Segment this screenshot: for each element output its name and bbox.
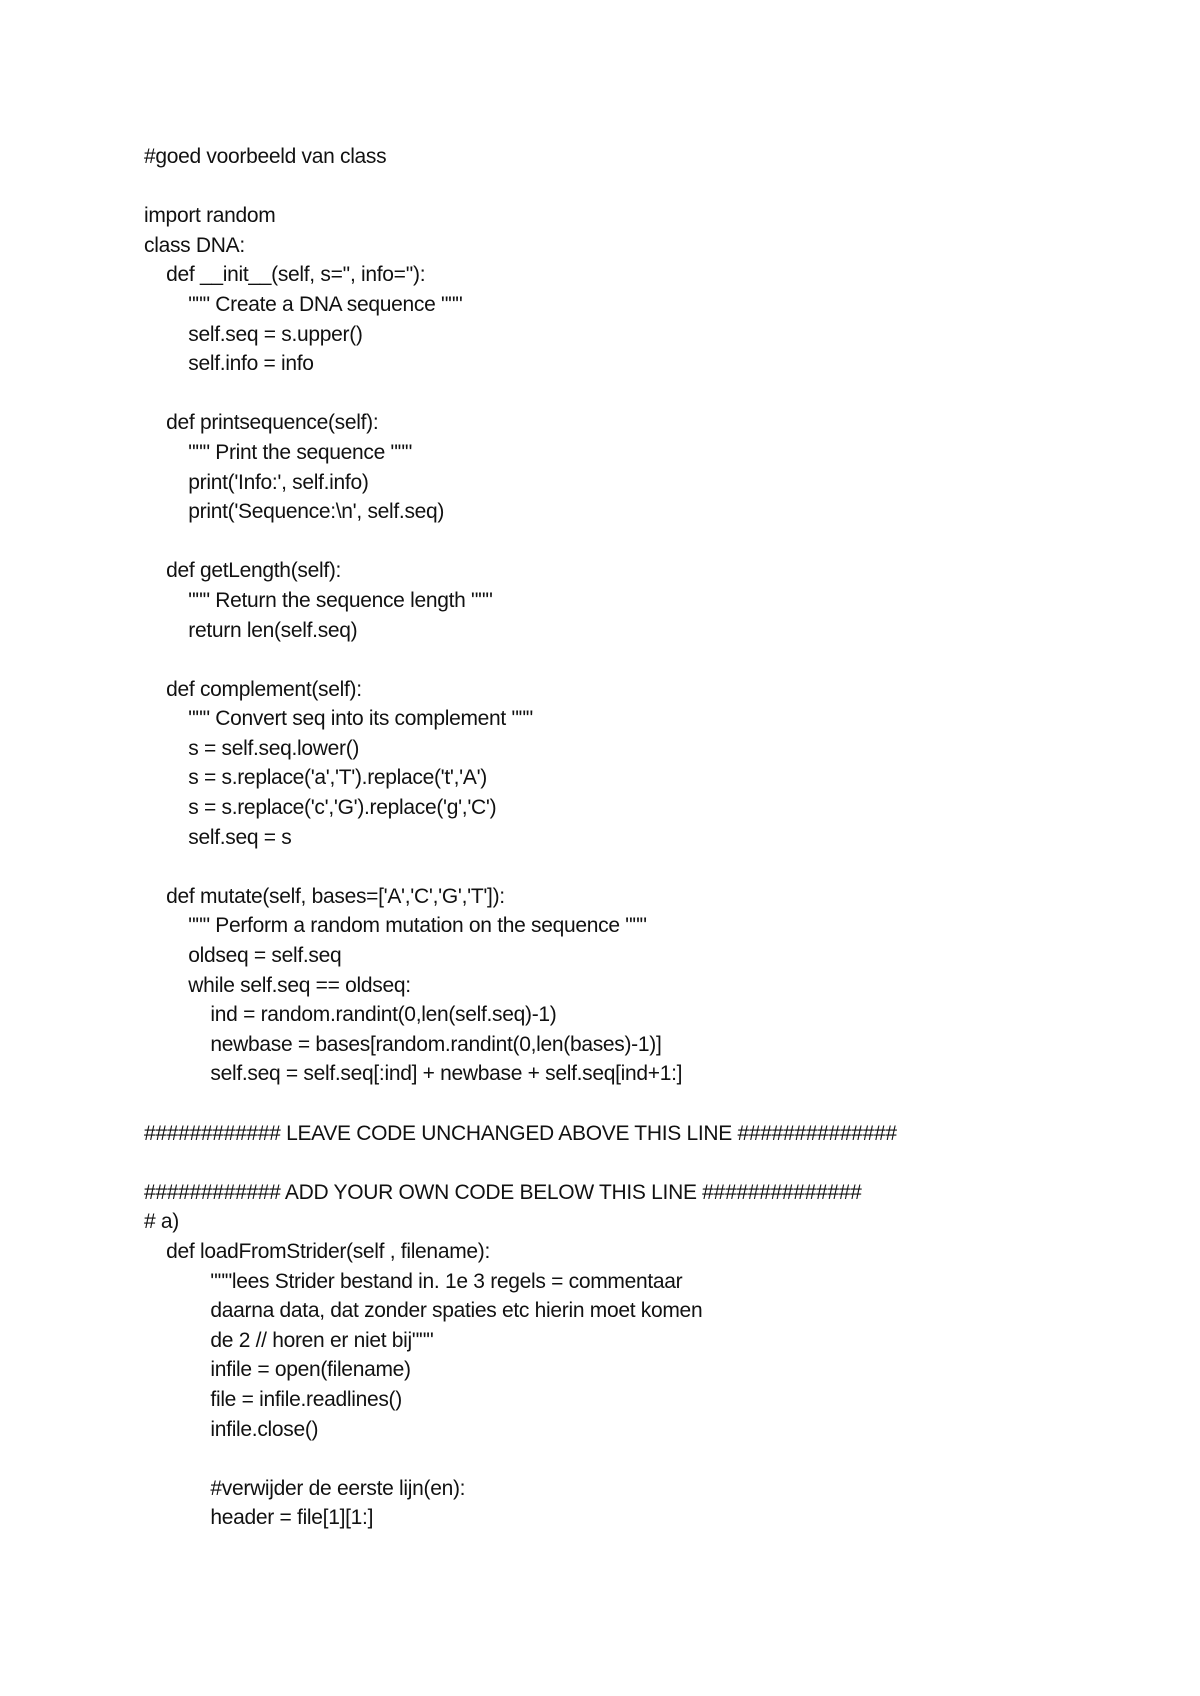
code-line: def loadFromStrider(self , filename): — [144, 1239, 490, 1263]
code-line: print('Sequence:\n', self.seq) — [144, 500, 445, 524]
code-line: #verwijder de eerste lijn(en): — [144, 1476, 466, 1500]
code-line: file = infile.readlines() — [144, 1387, 402, 1411]
code-line: s = s.replace('a','T').replace('t','A') — [144, 766, 487, 790]
code-line — [144, 1444, 1104, 1474]
code-line: infile.close() — [144, 1417, 319, 1441]
code-line — [144, 1089, 1104, 1119]
code-line: header = file[1][1:] — [144, 1506, 374, 1530]
code-line: """ Create a DNA sequence """ — [144, 292, 463, 316]
code-line — [144, 379, 1104, 409]
code-line: self.seq = self.seq[:ind] + newbase + self.seq[ind+1:] — [144, 1062, 683, 1086]
code-line — [144, 1148, 1104, 1178]
code-line: s = self.seq.lower() — [144, 736, 360, 760]
code-line: daarna data, dat zonder spaties etc hierin moet komen — [144, 1299, 703, 1323]
code-line: """ Convert seq into its complement """ — [144, 707, 533, 731]
code-line: def mutate(self, bases=['A','C','G','T']): — [144, 884, 505, 908]
code-line: ############ LEAVE CODE UNCHANGED ABOVE THIS LINE ############## — [144, 1121, 897, 1145]
code-line — [144, 852, 1104, 882]
code-line: self.seq = s — [144, 825, 292, 849]
code-line: def complement(self): — [144, 677, 362, 701]
code-line: de 2 // horen er niet bij""" — [144, 1328, 434, 1352]
code-line: while self.seq == oldseq: — [144, 973, 411, 997]
code-line: """ Perform a random mutation on the sequence """ — [144, 914, 647, 938]
code-line: ind = random.randint(0,len(self.seq)-1) — [144, 1003, 557, 1027]
code-line: """lees Strider bestand in. 1e 3 regels = commentaar — [144, 1269, 683, 1293]
code-line: return len(self.seq) — [144, 618, 358, 642]
code-line: s = s.replace('c','G').replace('g','C') — [144, 796, 497, 820]
code-line: # a) — [144, 1210, 179, 1234]
code-listing — [144, 142, 1104, 1533]
code-line: ############ ADD YOUR OWN CODE BELOW THIS LINE ############## — [144, 1180, 862, 1204]
code-line: """ Print the sequence """ — [144, 440, 412, 464]
code-line: def printsequence(self): — [144, 411, 379, 435]
code-line — [144, 172, 1104, 202]
code-line: import random — [144, 204, 276, 228]
code-line: def getLength(self): — [144, 559, 342, 583]
code-line — [144, 645, 1104, 675]
code-line: print('Info:', self.info) — [144, 470, 369, 494]
code-line: def __init__(self, s='', info=''): — [144, 263, 426, 287]
code-line: class DNA: — [144, 233, 245, 257]
code-line: infile = open(filename) — [144, 1358, 411, 1382]
code-line: self.info = info — [144, 352, 314, 376]
code-line: newbase = bases[random.randint(0,len(bases)-1)] — [144, 1032, 662, 1056]
code-line — [144, 527, 1104, 557]
code-line: #goed voorbeeld van class — [144, 145, 387, 168]
code-line: """ Return the sequence length """ — [144, 588, 493, 612]
code-line: self.seq = s.upper() — [144, 322, 363, 346]
code-line: oldseq = self.seq — [144, 944, 342, 968]
